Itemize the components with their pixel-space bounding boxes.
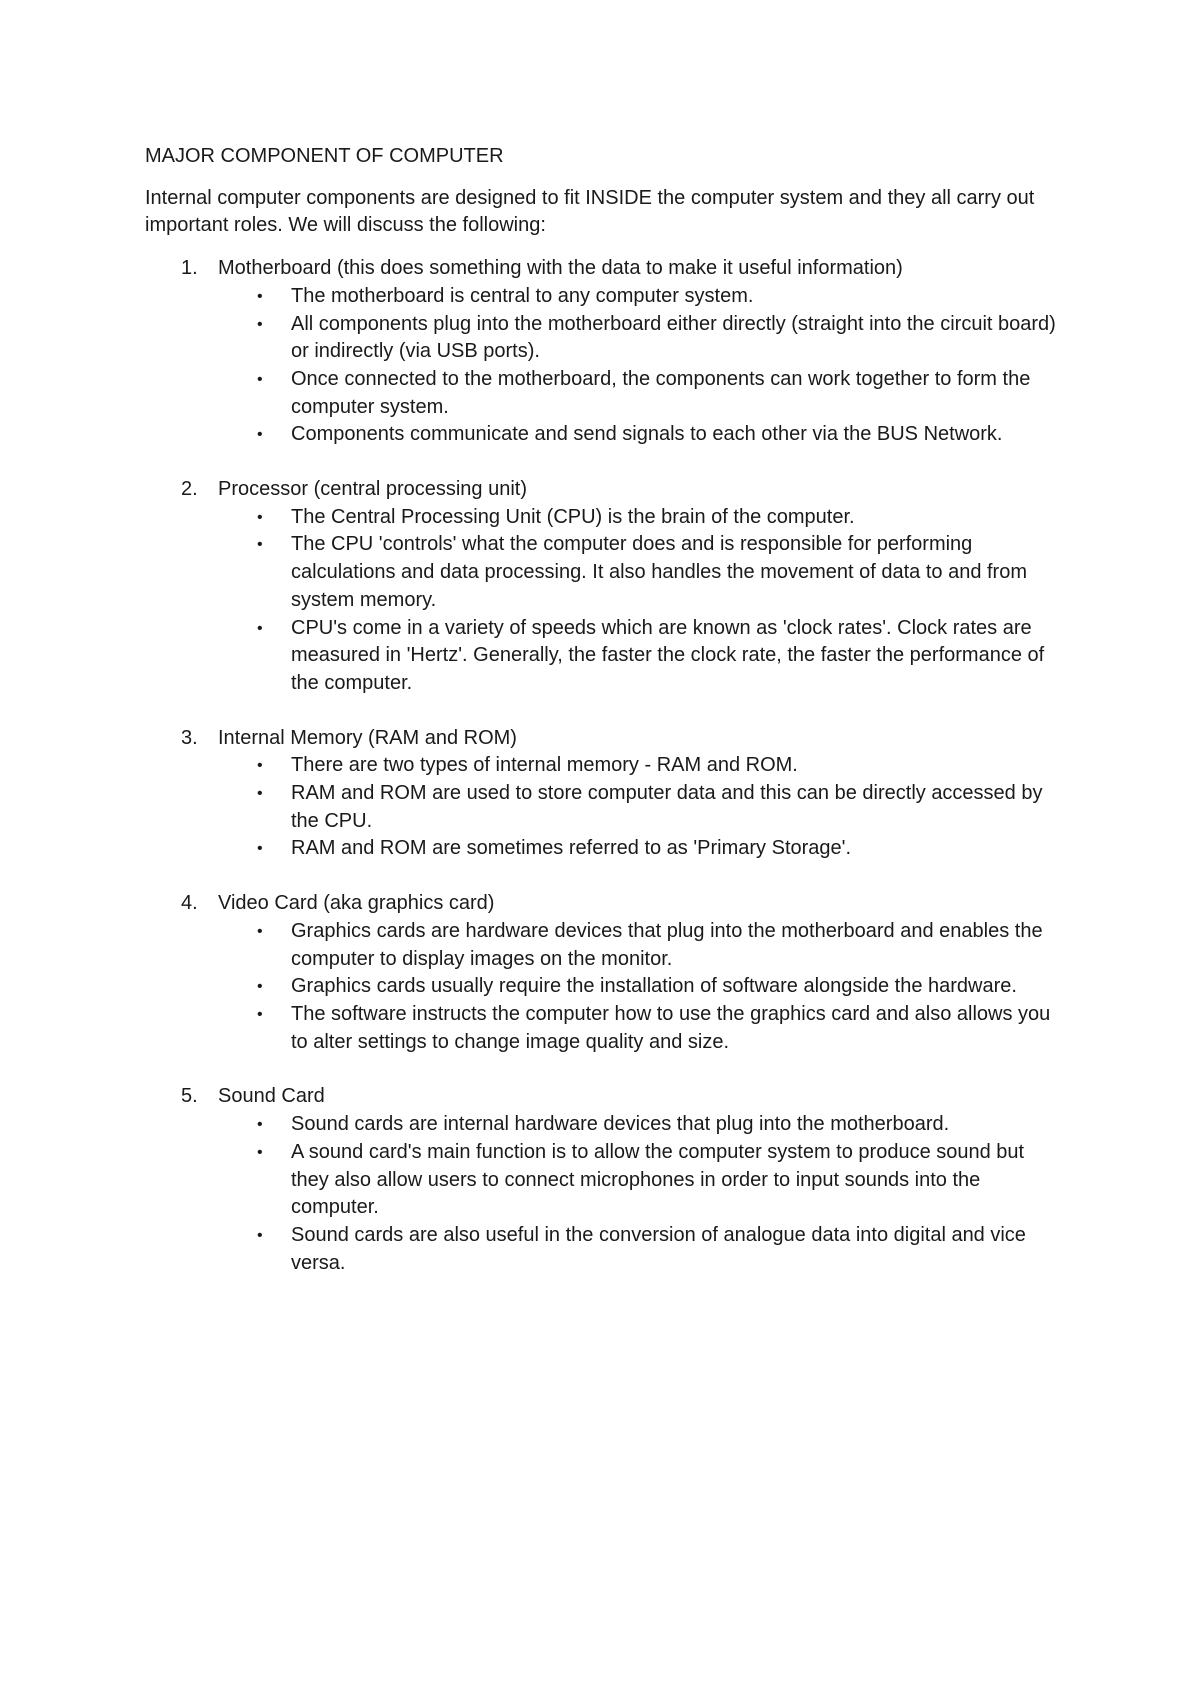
bullet-point <box>218 918 1065 973</box>
bullet-point <box>218 366 1065 421</box>
bullet-point <box>218 615 1065 698</box>
bullet-text: Sound cards are also useful in the conversion of analogue data into digital and vice versa. <box>291 1223 1026 1274</box>
bullet-icon: • <box>257 922 263 940</box>
bullet-icon: • <box>257 1116 263 1134</box>
bullet-text: A sound card's main function is to allow the computer system to produce sound but they also allow users to connect microphones in order to input sounds into the computer. <box>291 1140 1025 1219</box>
bullet-point <box>218 283 1065 311</box>
bullet-point <box>218 421 1065 449</box>
bullet-text: The CPU 'controls' what the computer does and is responsible for performing calculations and data processing. It also handles the movement of data to and from system memory. <box>291 533 1027 611</box>
bullet-text: Sound cards are internal hardware devices that plug into the motherboard. <box>291 1113 950 1136</box>
section-number: 1. <box>181 257 198 280</box>
bullet-point <box>218 752 1065 780</box>
bullet-icon: • <box>257 1226 263 1244</box>
section-number: 5. <box>181 1085 198 1108</box>
section-item <box>145 1083 1065 1277</box>
section-number: 3. <box>181 726 198 749</box>
bullet-text: RAM and ROM are sometimes referred to as 'Primary Storage'. <box>291 837 852 860</box>
bullet-point <box>218 780 1065 835</box>
bullet-point <box>218 1139 1065 1222</box>
bullet-point <box>218 504 1065 532</box>
bullet-point <box>218 1222 1065 1277</box>
bullet-list <box>218 752 1065 863</box>
bullet-text: RAM and ROM are used to store computer data and this can be directly accessed by the CPU. <box>291 782 1043 832</box>
bullet-text: There are two types of internal memory - RAM and ROM. <box>291 754 798 777</box>
bullet-icon: • <box>257 785 263 803</box>
bullet-icon: • <box>257 619 263 637</box>
bullet-icon: • <box>257 426 263 444</box>
intro-paragraph: Internal computer components are designed to fit INSIDE the computer system and they all carry out important roles. We will discuss the following: <box>145 186 1035 237</box>
section-item <box>145 725 1065 864</box>
bullet-point <box>218 973 1065 1001</box>
bullet-point <box>218 1001 1065 1056</box>
bullet-icon: • <box>257 508 263 526</box>
document-title: MAJOR COMPONENT OF COMPUTER <box>145 145 504 167</box>
bullet-list <box>218 918 1065 1057</box>
bullet-text: Graphics cards are hardware devices that plug into the motherboard and enables the computer to display images on the monitor. <box>291 919 1043 970</box>
section-heading: Sound Card <box>218 1085 325 1108</box>
bullet-point <box>218 311 1065 366</box>
bullet-text: Graphics cards usually require the installation of software alongside the hardware. <box>291 975 1017 998</box>
bullet-list <box>218 504 1065 698</box>
bullet-point <box>218 1111 1065 1139</box>
bullet-list <box>218 283 1065 449</box>
bullet-text: CPU's come in a variety of speeds which are known as 'clock rates'. Clock rates are measured in 'Hertz'. Generally, the faster the clock rate, the faster the performance of the computer. <box>291 616 1045 694</box>
bullet-icon: • <box>257 1005 263 1023</box>
bullet-icon: • <box>257 978 263 996</box>
document-page <box>145 143 1065 1304</box>
bullet-text: Components communicate and send signals to each other via the BUS Network. <box>291 423 1003 446</box>
bullet-text: Once connected to the motherboard, the components can work together to form the computer system. <box>291 367 1031 418</box>
section-heading: Video Card (aka graphics card) <box>218 892 495 915</box>
section-item <box>145 476 1065 698</box>
bullet-text: The software instructs the computer how to use the graphics card and also allows you to alter settings to change image quality and size. <box>291 1002 1051 1053</box>
section-heading: Motherboard (this does something with the data to make it useful information) <box>218 257 903 280</box>
section-number: 4. <box>181 892 198 915</box>
bullet-list <box>218 1111 1065 1277</box>
bullet-icon: • <box>257 757 263 775</box>
bullet-icon: • <box>257 370 263 388</box>
bullet-icon: • <box>257 1143 263 1161</box>
bullet-point <box>218 531 1065 614</box>
bullet-text: All components plug into the motherboard either directly (straight into the circuit board) or indirectly (via USB ports). <box>291 312 1056 363</box>
bullet-icon: • <box>257 287 263 305</box>
section-heading: Processor (central processing unit) <box>218 478 528 501</box>
section-item <box>145 890 1065 1056</box>
bullet-text: The Central Processing Unit (CPU) is the brain of the computer. <box>291 505 855 528</box>
section-list <box>145 255 1065 1277</box>
section-number: 2. <box>181 478 198 501</box>
section-heading: Internal Memory (RAM and ROM) <box>218 726 517 749</box>
bullet-icon: • <box>257 536 263 554</box>
section-item <box>145 255 1065 449</box>
bullet-icon: • <box>257 840 263 858</box>
bullet-text: The motherboard is central to any computer system. <box>291 284 754 307</box>
bullet-point <box>218 835 1065 863</box>
bullet-icon: • <box>257 315 263 333</box>
